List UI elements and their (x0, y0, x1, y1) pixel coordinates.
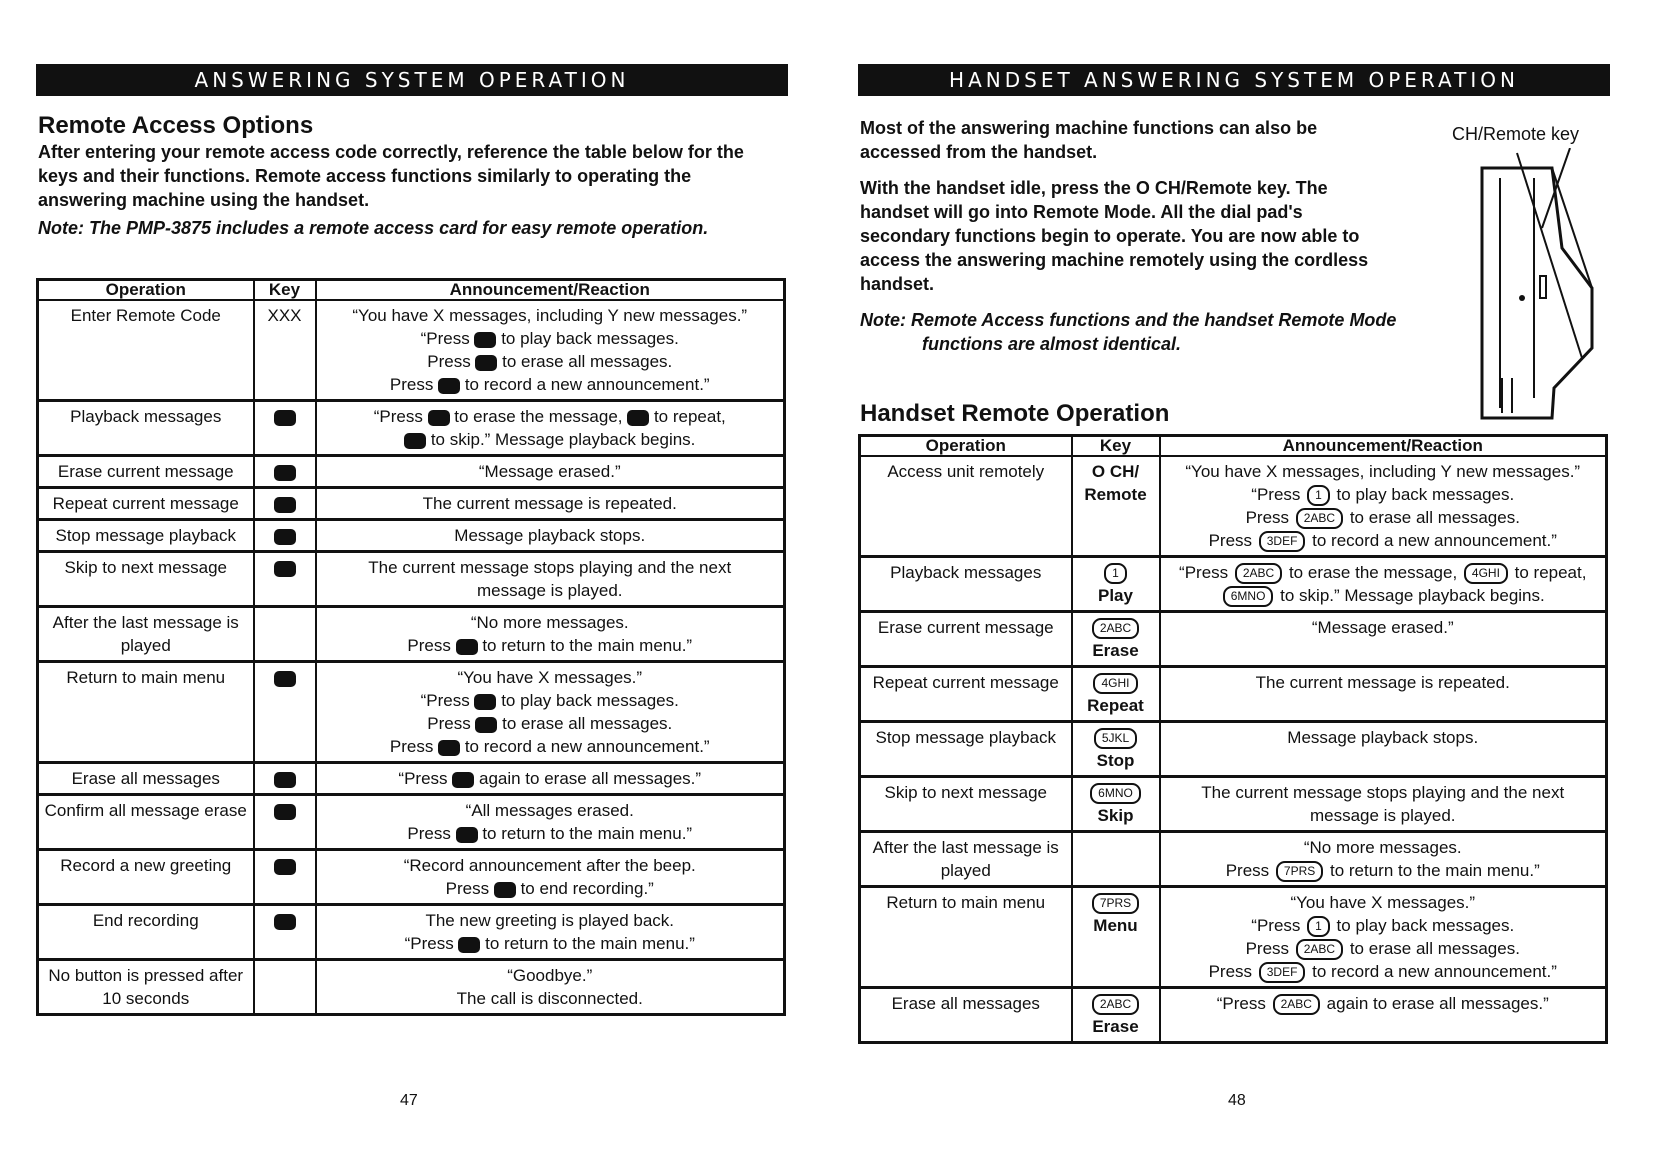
section-banner: ANSWERING SYSTEM OPERATION (36, 64, 788, 96)
announcement-cell (316, 607, 785, 662)
remote-access-table (36, 278, 786, 1016)
key-cell (1072, 612, 1160, 667)
key-button-icon (452, 772, 474, 788)
announcement-line: 6MNO to skip.” Message playback begins. (1165, 584, 1602, 607)
key-label: Skip (1097, 806, 1134, 826)
key-button-icon (274, 410, 296, 426)
table-row (860, 557, 1607, 612)
key-button-icon (475, 717, 497, 733)
key-button-icon (456, 639, 478, 655)
announcement-cell (316, 456, 785, 488)
announcement-line: The current message stops playing and the next (1201, 783, 1565, 803)
key-button-icon (274, 529, 296, 545)
announcement-line: “Press again to erase all messages.” (398, 769, 702, 788)
table-row (38, 401, 785, 456)
table-row (860, 456, 1607, 557)
announcement-cell (316, 401, 785, 456)
key-cell (254, 300, 316, 401)
operation-cell: Playback messages (860, 557, 1072, 612)
table-row (38, 456, 785, 488)
column-header: Key (254, 280, 316, 301)
operation-cell: Playback messages (38, 401, 254, 456)
operation-cell: Erase current message (860, 612, 1072, 667)
announcement-line: “You have X messages.” (1290, 893, 1476, 913)
operation-cell: Erase all messages (38, 763, 254, 795)
announcement-cell (1160, 456, 1607, 557)
key-cell (254, 662, 316, 763)
announcement-cell (316, 905, 785, 960)
announcement-line: message is played. (1309, 806, 1456, 826)
intro-paragraph: After entering your remote access code correctly, reference the table below for the keys and their functions. Remote access functions similarly to operating the answering machine using the handset. (38, 142, 744, 210)
announcement-line: “All messages erased. (465, 801, 634, 820)
key-cell (254, 488, 316, 520)
announcement-line: Press 3DEF to record a new announcement.” (1165, 529, 1602, 552)
key-button-icon (475, 355, 497, 371)
note-label: Note: (860, 310, 906, 330)
table-row (38, 960, 785, 1015)
announcement-line: Press to return to the main menu.” (407, 636, 693, 655)
table-header-row (38, 280, 785, 301)
left-page (36, 0, 788, 1156)
announcement-cell (1160, 667, 1607, 722)
announcement-line: “You have X messages.” (457, 668, 643, 687)
operation-cell: After the last message is played (38, 607, 254, 662)
key-button-icon (458, 937, 480, 953)
key-button-icon (428, 410, 450, 426)
announcement-cell (316, 552, 785, 607)
announcement-cell (316, 488, 785, 520)
key-cell (1072, 832, 1160, 887)
dial-key-icon: 4GHI (1093, 673, 1137, 694)
announcement-line: “Press 1 to play back messages. (1165, 483, 1602, 506)
table-row (38, 300, 785, 401)
note (860, 308, 1442, 356)
operation-cell: Skip to next message (38, 552, 254, 607)
announcement-cell (316, 795, 785, 850)
announcement-line: Press to record a new announcement.” (389, 375, 710, 394)
key-button-icon (274, 914, 296, 930)
section-banner: HANDSET ANSWERING SYSTEM OPERATION (858, 64, 1610, 96)
page-number: 47 (400, 1092, 418, 1109)
announcement-line: “You have X messages, including Y new messages.” (352, 306, 748, 325)
key-button-icon (274, 772, 296, 788)
key-cell (254, 763, 316, 795)
key-button-icon (274, 671, 296, 687)
table-row (38, 520, 785, 552)
dial-key-icon: 7PRS (1276, 861, 1323, 882)
key-button-icon (274, 859, 296, 875)
page-number: 48 (1228, 1092, 1246, 1109)
dial-key-icon: 6MNO (1223, 586, 1274, 607)
announcement-cell (316, 763, 785, 795)
key-cell (1072, 456, 1160, 557)
key-button-icon (494, 882, 516, 898)
announcement-line: The call is disconnected. (456, 989, 643, 1008)
announcement-cell (1160, 612, 1607, 667)
key-cell (1072, 667, 1160, 722)
key-cell (1072, 887, 1160, 988)
operation-cell: Return to main menu (38, 662, 254, 763)
table-row (860, 988, 1607, 1043)
key-cell (254, 607, 316, 662)
dial-key-icon: 1 (1307, 485, 1330, 506)
dial-key-icon: 1 (1104, 563, 1127, 584)
announcement-line: “Press 2ABC to erase the message, 4GHI to repeat, (1165, 561, 1602, 584)
handset-remote-table (858, 434, 1608, 1044)
announcement-line: The current message is repeated. (422, 494, 677, 513)
note-text: The PMP-3875 includes a remote access card for easy remote operation. (89, 218, 709, 238)
key-label: Erase (1092, 1017, 1139, 1037)
announcement-line: The current message is repeated. (1255, 673, 1510, 693)
key-cell (1072, 777, 1160, 832)
operation-cell: Skip to next message (860, 777, 1072, 832)
dial-key-icon: 1 (1307, 916, 1330, 937)
dial-key-icon: 3DEF (1259, 531, 1306, 552)
operation-cell: After the last message is played (860, 832, 1072, 887)
column-header: Key (1072, 436, 1160, 457)
table-row (38, 763, 785, 795)
dial-key-icon: 5JKL (1094, 728, 1137, 749)
operation-cell: Return to main menu (860, 887, 1072, 988)
key-label: XXX (267, 306, 302, 325)
dial-key-icon: 3DEF (1259, 962, 1306, 983)
dial-key-icon: 2ABC (1296, 939, 1343, 960)
announcement-line: “No more messages. (1303, 838, 1462, 858)
key-cell (254, 401, 316, 456)
dial-key-icon: 2ABC (1235, 563, 1282, 584)
instructions-paragraph: With the handset idle, press the O CH/Remote key. The handset will go into Remote Mode. All the dial pad's secondary functions begin to operate. You are now able to access the answering machine remotely using the cordless handset. (860, 178, 1369, 294)
key-button-icon (456, 827, 478, 843)
announcement-line: The current message stops playing and the next (368, 558, 732, 577)
key-cell (254, 520, 316, 552)
table-row (860, 612, 1607, 667)
table-row (38, 607, 785, 662)
key-cell (254, 960, 316, 1015)
key-button-icon (627, 410, 649, 426)
column-header: Operation (860, 436, 1072, 457)
key-cell (254, 456, 316, 488)
announcement-line: Press to erase all messages. (427, 352, 673, 371)
announcement-line: Press to return to the main menu.” (407, 824, 693, 843)
announcement-line: Press 2ABC to erase all messages. (1165, 937, 1602, 960)
announcement-cell (316, 662, 785, 763)
key-button-icon (474, 332, 496, 348)
table-row (860, 887, 1607, 988)
announcement-line: Press to erase all messages. (427, 714, 673, 733)
announcement-line: “Message erased.” (1311, 618, 1454, 638)
operation-cell: Repeat current message (38, 488, 254, 520)
note-label: Note: (38, 218, 84, 238)
key-button-icon (274, 465, 296, 481)
dial-key-icon: 7PRS (1092, 893, 1139, 914)
key-label: Play (1098, 586, 1133, 606)
announcement-line: “Record announcement after the beep. (403, 856, 696, 875)
operation-cell: Confirm all message erase (38, 795, 254, 850)
table-row (860, 777, 1607, 832)
dial-key-icon: 2ABC (1296, 508, 1343, 529)
note-text: Remote Access functions and the handset Remote Mode functions are almost identical. (911, 310, 1397, 354)
announcement-line: “No more messages. (470, 613, 629, 632)
announcement-line: Message playback stops. (1287, 728, 1479, 748)
announcement-line: “Message erased.” (478, 462, 621, 481)
operation-cell: Stop message playback (38, 520, 254, 552)
key-cell (1072, 557, 1160, 612)
announcement-cell (1160, 988, 1607, 1043)
table-row (860, 832, 1607, 887)
announcement-line: “Press to return to the main menu.” (404, 934, 695, 953)
section-heading: Handset Remote Operation (860, 400, 1170, 427)
column-header: Announcement/Reaction (1160, 436, 1607, 457)
table-row (860, 722, 1607, 777)
announcement-line: Press to end recording.” (445, 879, 654, 898)
operation-cell: Repeat current message (860, 667, 1072, 722)
operation-cell: End recording (38, 905, 254, 960)
key-label: Repeat (1087, 696, 1144, 716)
figure-label: CH/Remote key (1452, 124, 1580, 144)
announcement-cell (1160, 557, 1607, 612)
announcement-line: “Press to erase the message, to repeat, (373, 407, 726, 426)
key-button-icon (274, 561, 296, 577)
announcement-cell (316, 960, 785, 1015)
key-cell (254, 850, 316, 905)
dial-key-icon: 2ABC (1092, 618, 1139, 639)
announcement-line: message is played. (476, 581, 623, 600)
table-row (38, 795, 785, 850)
operation-cell: Stop message playback (860, 722, 1072, 777)
table-row (38, 662, 785, 763)
announcement-cell (1160, 722, 1607, 777)
key-button-icon (404, 433, 426, 449)
note (38, 216, 798, 240)
key-label: O CH/ Remote (1084, 462, 1147, 504)
table-row (38, 552, 785, 607)
table-row (38, 488, 785, 520)
announcement-line: “Press 1 to play back messages. (1165, 914, 1602, 937)
dial-key-icon: 2ABC (1273, 994, 1320, 1015)
table-row (860, 667, 1607, 722)
handset-illustration (1442, 148, 1632, 438)
dial-key-icon: 4GHI (1464, 563, 1508, 584)
key-cell (254, 552, 316, 607)
announcement-cell (1160, 887, 1607, 988)
announcement-cell (316, 300, 785, 401)
announcement-line: The new greeting is played back. (425, 911, 675, 930)
key-button-icon (274, 497, 296, 513)
announcement-line: Press 7PRS to return to the main menu.” (1165, 859, 1602, 882)
operation-cell: Enter Remote Code (38, 300, 254, 401)
announcement-line: Press to record a new announcement.” (389, 737, 710, 756)
announcement-cell (316, 850, 785, 905)
dial-key-icon: 6MNO (1090, 783, 1141, 804)
key-button-icon (438, 740, 460, 756)
announcement-line: “Press to play back messages. (420, 691, 679, 710)
announcement-cell (1160, 777, 1607, 832)
key-label: Erase (1092, 641, 1139, 661)
intro-paragraph: Most of the answering machine functions can also be accessed from the handset. (860, 118, 1318, 162)
announcement-line: “Goodbye.” (507, 966, 593, 985)
operation-cell: Access unit remotely (860, 456, 1072, 557)
announcement-cell (1160, 832, 1607, 887)
announcement-line: to skip.” Message playback begins. (321, 428, 780, 451)
section-heading: Remote Access Options (38, 112, 314, 139)
table-row (38, 905, 785, 960)
key-cell (254, 795, 316, 850)
operation-cell: Erase current message (38, 456, 254, 488)
key-cell (1072, 722, 1160, 777)
dial-key-icon: 2ABC (1092, 994, 1139, 1015)
operation-cell: Erase all messages (860, 988, 1072, 1043)
key-label: Menu (1093, 916, 1138, 936)
announcement-line: Press 2ABC to erase all messages. (1165, 506, 1602, 529)
operation-cell: Record a new greeting (38, 850, 254, 905)
announcement-line: “You have X messages, including Y new messages.” (1185, 462, 1581, 481)
announcement-line: “Press to play back messages. (420, 329, 679, 348)
operation-cell: No button is pressed after 10 seconds (38, 960, 254, 1015)
key-cell (1072, 988, 1160, 1043)
table-row (38, 850, 785, 905)
announcement-line: Press 3DEF to record a new announcement.” (1165, 960, 1602, 983)
table-header-row (860, 436, 1607, 457)
key-label: Stop (1096, 751, 1135, 771)
key-button-icon (474, 694, 496, 710)
key-button-icon (438, 378, 460, 394)
announcement-line: “Press 2ABC again to erase all messages.” (1165, 992, 1602, 1015)
column-header: Operation (38, 280, 254, 301)
announcement-line: Message playback stops. (454, 526, 646, 545)
key-cell (254, 905, 316, 960)
key-button-icon (274, 804, 296, 820)
column-header: Announcement/Reaction (316, 280, 785, 301)
announcement-cell (316, 520, 785, 552)
